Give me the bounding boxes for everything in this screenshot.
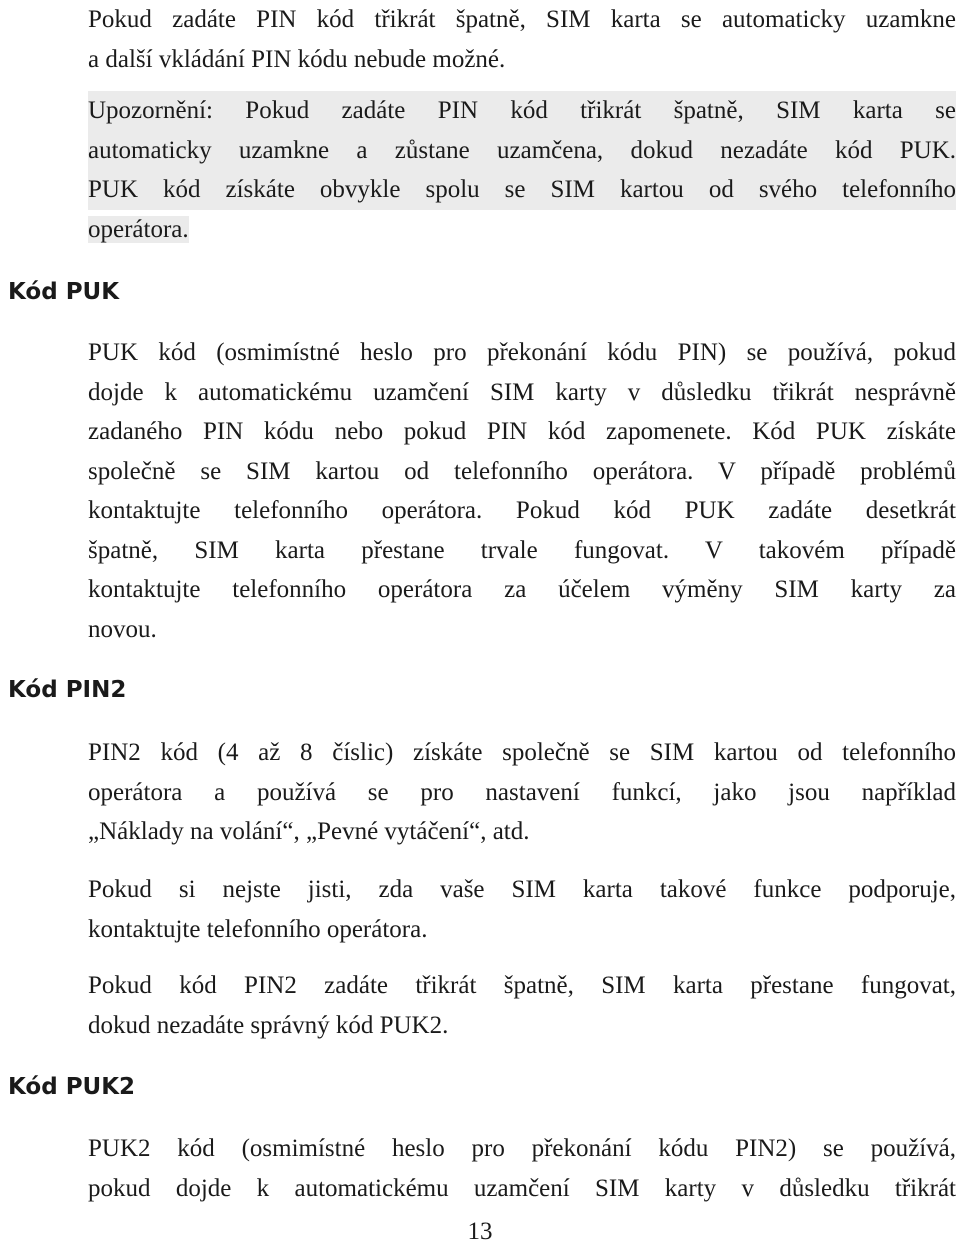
text-line: kontaktujte telefonního operátora. Pokud kód PUK zadáte desetkrát <box>88 497 956 524</box>
text-line: PUK kód získáte obvykle spolu se SIM kartou od svého telefonního <box>88 170 956 210</box>
paragraph-warning <box>88 91 956 249</box>
text-line: Pokud zadáte PIN kód třikrát špatně, SIM karta se automaticky uzamkne <box>88 6 956 33</box>
text-line: novou. <box>88 615 157 643</box>
text-line: společně se SIM kartou od telefonního operátora. V případě problémů <box>88 457 956 485</box>
text-line: „Náklady na volání“, „Pevné vytáčení“, atd. <box>88 818 530 845</box>
heading-puk: Kód PUK <box>8 279 120 305</box>
text-line: operátora a používá se pro nastavení funkcí, jako jsou například <box>88 778 956 806</box>
text-line: a další vkládání PIN kódu nebude možné. <box>88 45 506 73</box>
paragraph-pin2-lock <box>88 966 956 1045</box>
text-line: automaticky uzamkne a zůstane uzamčena, dokud nezadáte kód PUK. <box>88 131 956 171</box>
heading-puk2: Kód PUK2 <box>8 1074 136 1100</box>
paragraph-pin-lock <box>88 0 956 79</box>
text-line: kontaktujte telefonního operátora za účelem výměny SIM karty za <box>88 576 956 603</box>
paragraph-pin2 <box>88 733 956 852</box>
text-line: špatně, SIM karta přestane trvale fungovat. V takovém případě <box>88 536 956 564</box>
text-line: Pokud si nejste jisti, zda vaše SIM karta takové funkce podporuje, <box>88 876 956 903</box>
text-line: pokud dojde k automatickému uzamčení SIM karty v důsledku třikrát <box>88 1174 956 1202</box>
text-line: Pokud kód PIN2 zadáte třikrát špatně, SIM karta přestane fungovat, <box>88 972 956 999</box>
text-line: PUK kód (osmimístné heslo pro překonání kódu PIN) se používá, pokud <box>88 339 956 366</box>
text-line: dokud nezadáte správný kód PUK2. <box>88 1011 449 1039</box>
page-number: 13 <box>467 1218 493 1245</box>
heading-pin2: Kód PIN2 <box>8 677 127 703</box>
text-line: kontaktujte telefonního operátora. <box>88 915 428 943</box>
paragraph-pin2-unsure <box>88 870 956 949</box>
paragraph-puk2 <box>88 1129 956 1208</box>
text-line: PUK2 kód (osmimístné heslo pro překonání kódu PIN2) se používá, <box>88 1135 956 1162</box>
text-line: Upozornění: Pokud zadáte PIN kód třikrát špatně, SIM karta se <box>88 91 956 131</box>
text-line: zadaného PIN kódu nebo pokud PIN kód zapomenete. Kód PUK získáte <box>88 418 956 445</box>
text-line: operátora. <box>88 215 189 243</box>
text-line: dojde k automatickému uzamčení SIM karty v důsledku třikrát nesprávně <box>88 378 956 406</box>
paragraph-puk <box>88 333 956 649</box>
text-line: PIN2 kód (4 až 8 číslic) získáte společně se SIM kartou od telefonního <box>88 739 956 766</box>
